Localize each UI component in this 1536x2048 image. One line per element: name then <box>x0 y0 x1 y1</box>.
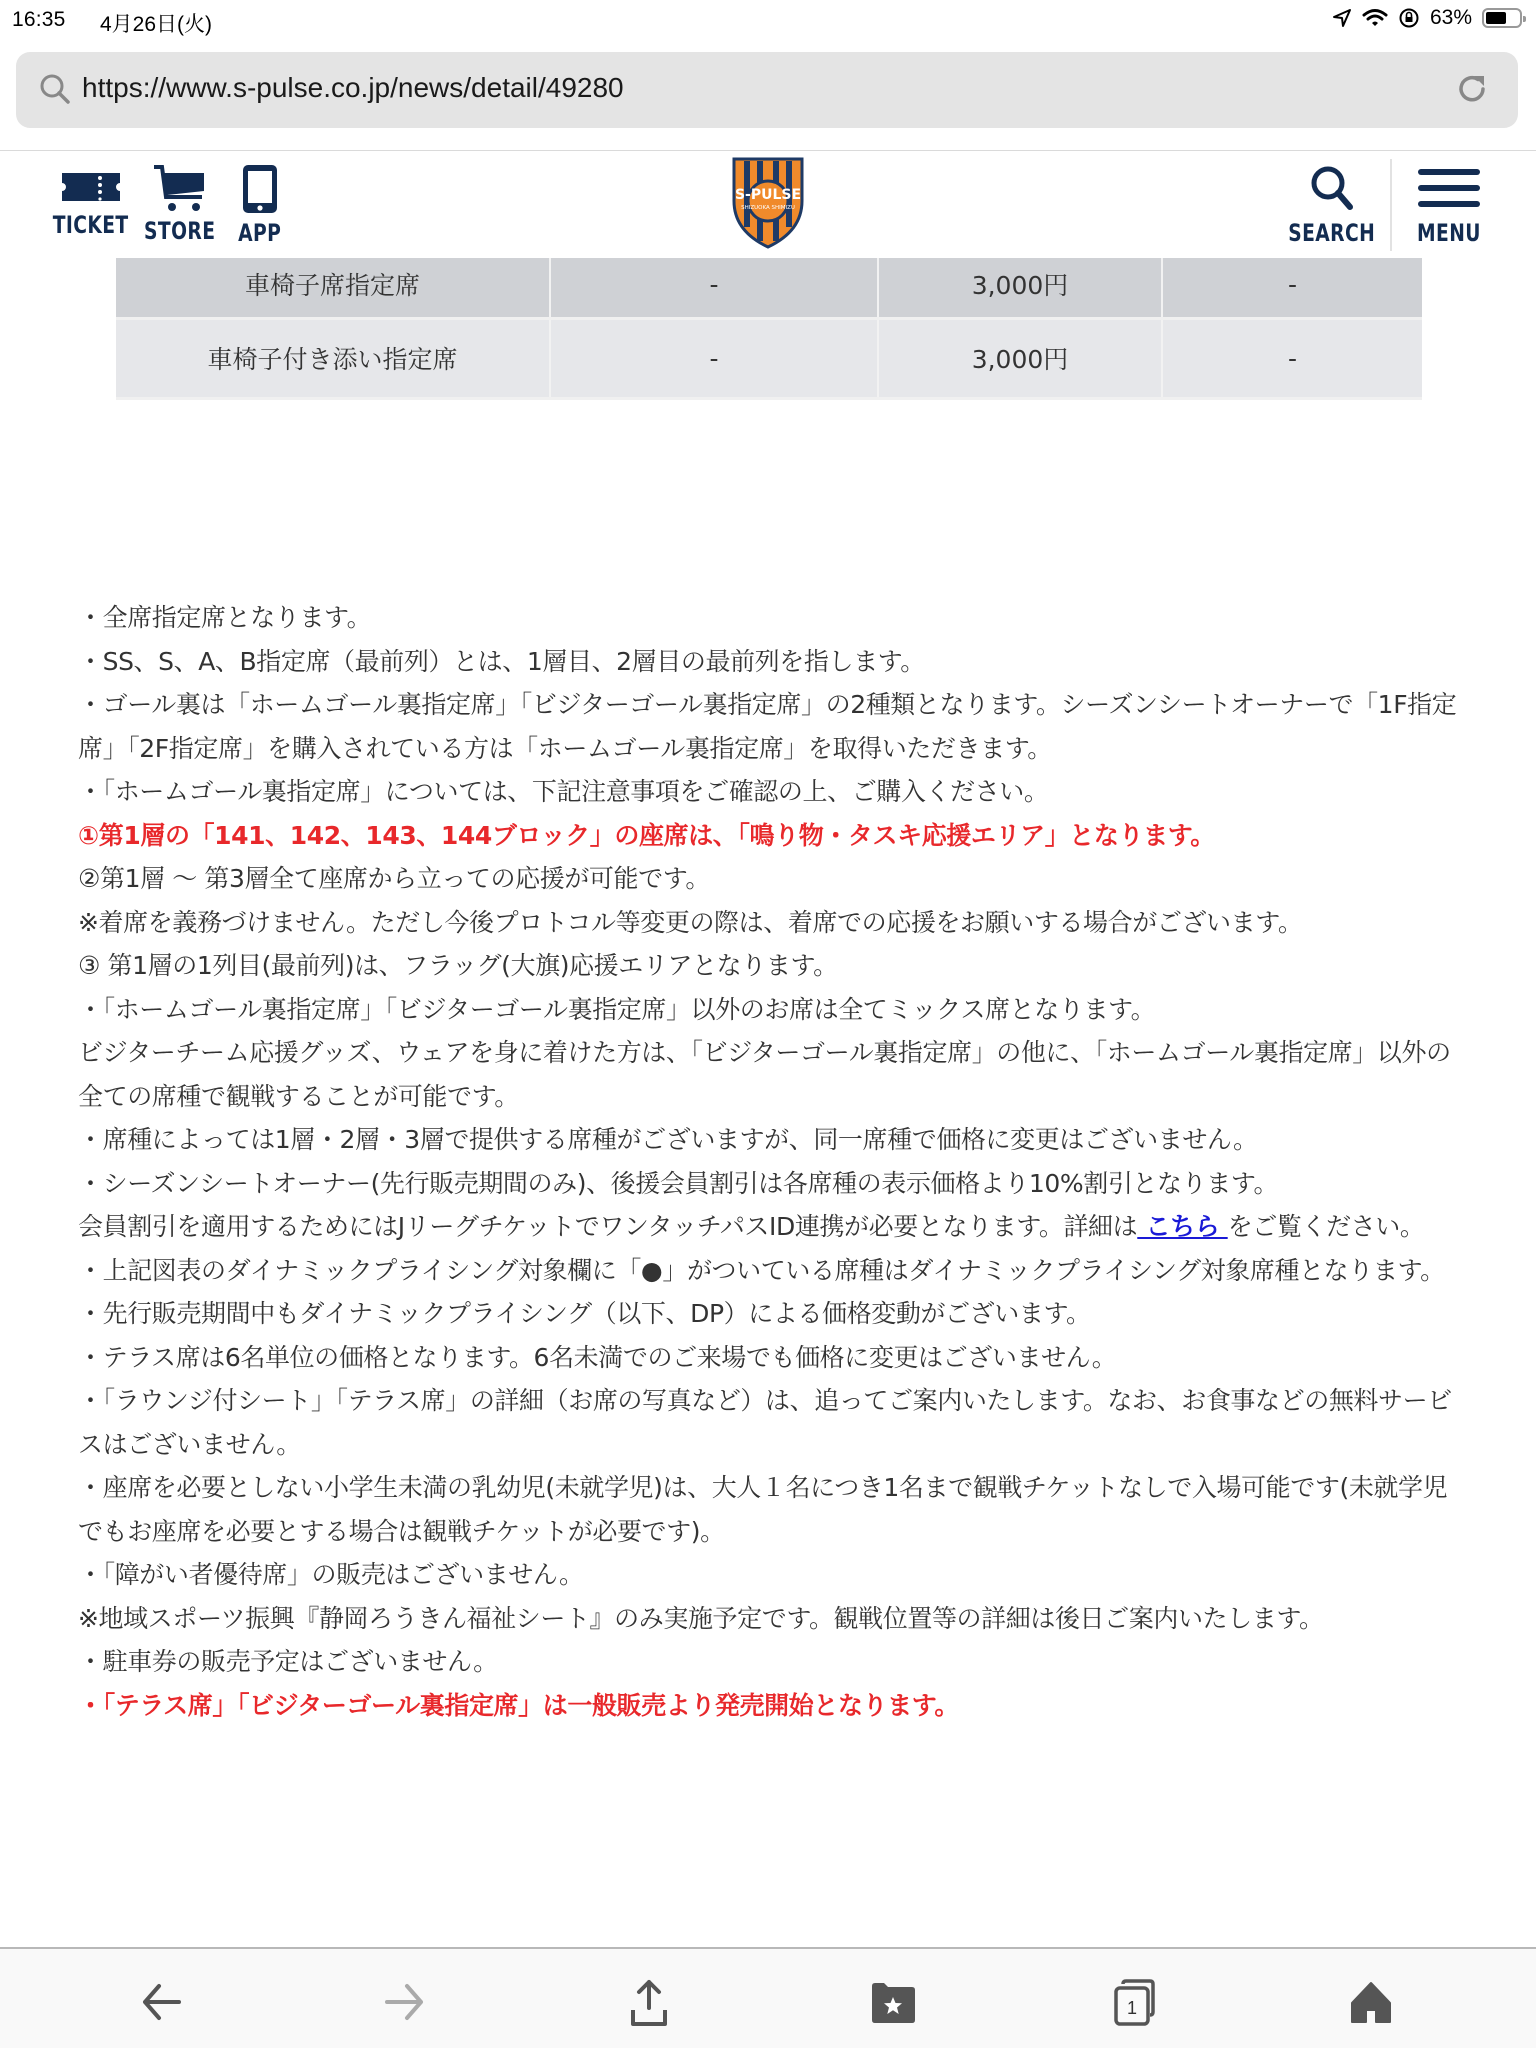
note: ・席種によっては1層・2層・3層で提供する席種がございますが、同一席種で価格に変更はございません。 <box>78 1125 1258 1154</box>
tabs-count: 1 <box>1126 1998 1138 2018</box>
location-arrow-icon <box>1332 8 1352 28</box>
tabs-icon <box>1113 1978 1157 2026</box>
header-divider <box>1390 159 1392 251</box>
note: ②第1層 〜 第3層全て座席から立っての応援が可能です。 <box>78 864 710 893</box>
note: ・「ラウンジ付シート」「テラス席」の詳細（お席の写真など）は、追ってご案内いたします。なお、お食事などの無料サービスはございません。 <box>78 1386 1452 1459</box>
nav-app-label: APP <box>238 219 282 247</box>
nav-store[interactable] <box>134 163 225 245</box>
seat-name-cell: 車椅子席指定席 <box>116 252 550 318</box>
note: ・テラス席は6名単位の価格となります。6名未満でのご来場でも価格に変更はございません。 <box>78 1342 1117 1372</box>
details-link[interactable]: こちら <box>1137 1212 1228 1241</box>
table-cell: - <box>1162 252 1422 318</box>
note: ・「障がい者優待席」の販売はございません。 <box>78 1560 584 1589</box>
table-cell: - <box>1162 318 1422 398</box>
note: ・座席を必要としない小学生未満の乳幼児(未就学児)は、大人１名につき1名まで観戦チケットなしで入場可能です(未就学児でもお座席を必要とする場合は観戦チケットが必要です)。 <box>78 1473 1448 1546</box>
nav-menu[interactable] <box>1408 163 1490 247</box>
note: ※着席を義務づけません。ただし今後プロトコル等変更の際は、着席での応援をお願いする場合がございます。 <box>78 907 1303 937</box>
battery-icon <box>1482 8 1522 28</box>
note: ・ゴール裏は「ホームゴール裏指定席」「ビジターゴール裏指定席」の2種類となります。シーズンシートオーナーで「1F指定席」「2F指定席」を購入されている方は「ホームゴール裏指定席」を取得いただきます。 <box>78 690 1457 763</box>
reload-icon[interactable] <box>1454 71 1490 107</box>
nav-search[interactable] <box>1276 163 1387 247</box>
note: ・「ホームゴール裏指定席」「ビジターゴール裏指定席」以外のお席は全てミックス席となります。 <box>78 994 1156 1024</box>
note-text: をご覧ください。 <box>1227 1212 1425 1241</box>
price-cell: 3,000円 <box>878 318 1162 398</box>
nav-store-label: STORE <box>144 217 216 245</box>
table-cell: - <box>550 252 878 318</box>
svg-text:S-PULSE: S-PULSE <box>734 187 802 203</box>
note: ※地域スポーツ振興『静岡ろうきん福祉シート』のみ実施予定です。観戦位置等の詳細は後日ご案内いたします。 <box>78 1603 1324 1633</box>
note: ・SS、S、A、B指定席（最前列）とは、1層目、2層目の最前列を指します。 <box>78 646 925 676</box>
seat-name-cell: 車椅子付き添い指定席 <box>116 318 550 398</box>
status-time: 16:35 <box>12 8 66 31</box>
nav-menu-label: MENU <box>1417 219 1481 247</box>
note: ビジターチーム応援グッズ、ウェアを身に着けた方は、「ビジターゴール裏指定席」の他に、「ホームゴール裏指定席」以外の全ての席種で観戦することが可能です。 <box>78 1038 1451 1111</box>
note: ・上記図表のダイナミックプライシング対象欄に「●」がついている席種はダイナミックプライシング対象席種となります。 <box>78 1255 1445 1285</box>
status-icons <box>1332 6 1522 30</box>
notes-section <box>78 596 1458 1727</box>
address-bar[interactable] <box>16 52 1518 128</box>
seat-price-table <box>116 252 1422 400</box>
bookmarks-icon <box>870 1980 916 2024</box>
nav-ticket-label: TICKET <box>52 211 129 239</box>
note-text: 会員割引を適用するためにはJリーグチケットでワンタッチパスID連携が必要となります。詳細は <box>78 1212 1138 1241</box>
s-pulse-logo[interactable] <box>730 155 806 253</box>
status-date: 4月26日(火) <box>100 13 213 36</box>
note <box>78 1205 1458 1249</box>
note: ・先行販売期間中もダイナミックプライシング（以下、DP）による価格変動がございます。 <box>78 1299 1091 1328</box>
wifi-icon <box>1362 8 1388 28</box>
search-icon <box>38 72 72 106</box>
site-header <box>0 150 1536 258</box>
nav-app[interactable] <box>232 163 287 247</box>
svg-text:SHIZUOKA SHIMIZU: SHIZUOKA SHIMIZU <box>741 205 795 211</box>
cart-icon <box>152 163 208 213</box>
share-button[interactable] <box>624 1977 674 2027</box>
note-highlight: ・「テラス席」「ビジターゴール裏指定席」は一般販売より発売開始となります。 <box>78 1690 959 1720</box>
bookmarks-button[interactable] <box>868 1977 918 2027</box>
url-field[interactable]: https://www.s-pulse.co.jp/news/detail/49280 <box>82 72 624 103</box>
nav-search-label: SEARCH <box>1288 219 1376 247</box>
note-highlight: ①第1層の「141、142、143、144ブロック」の座席は、「鳴り物・タスキ応援エリア」となります。 <box>78 820 1215 850</box>
forward-button[interactable] <box>380 1977 430 2027</box>
table-cell: - <box>550 318 878 398</box>
nav-ticket[interactable] <box>42 163 139 239</box>
home-icon <box>1349 1980 1393 2024</box>
forward-icon <box>383 1980 427 2024</box>
home-button[interactable] <box>1346 1977 1396 2027</box>
note: ・駐車券の販売予定はございません。 <box>78 1647 498 1676</box>
note: ・シーズンシートオーナー(先行販売期間のみ)、後援会員割引は各席種の表示価格より10%割引となります。 <box>78 1168 1279 1198</box>
hamburger-icon <box>1416 163 1482 215</box>
note: ・全席指定席となります。 <box>78 603 372 632</box>
battery-fill <box>1486 12 1506 24</box>
smartphone-icon <box>240 163 280 215</box>
battery-percent: 63% <box>1429 6 1472 29</box>
search-icon <box>1304 163 1360 215</box>
back-button[interactable] <box>136 1977 186 2027</box>
note: ・「ホームゴール裏指定席」については、下記注意事項をご確認の上、ご購入ください。 <box>78 777 1049 806</box>
share-icon <box>627 1978 671 2026</box>
table-row <box>116 318 1422 398</box>
note: ③ 第1層の1列目(最前列)は、フラッグ(大旗)応援エリアとなります。 <box>78 951 838 980</box>
rotation-lock-icon <box>1398 7 1420 29</box>
ticket-icon <box>60 163 122 207</box>
club-crest-icon <box>730 155 806 249</box>
tabs-button[interactable] <box>1110 1977 1160 2027</box>
back-icon <box>139 1980 183 2024</box>
battery-tip <box>1523 16 1526 22</box>
browser-toolbar <box>0 1947 1536 2048</box>
price-cell: 3,000円 <box>878 252 1162 318</box>
status-bar <box>0 0 1536 44</box>
table-row <box>116 252 1422 318</box>
